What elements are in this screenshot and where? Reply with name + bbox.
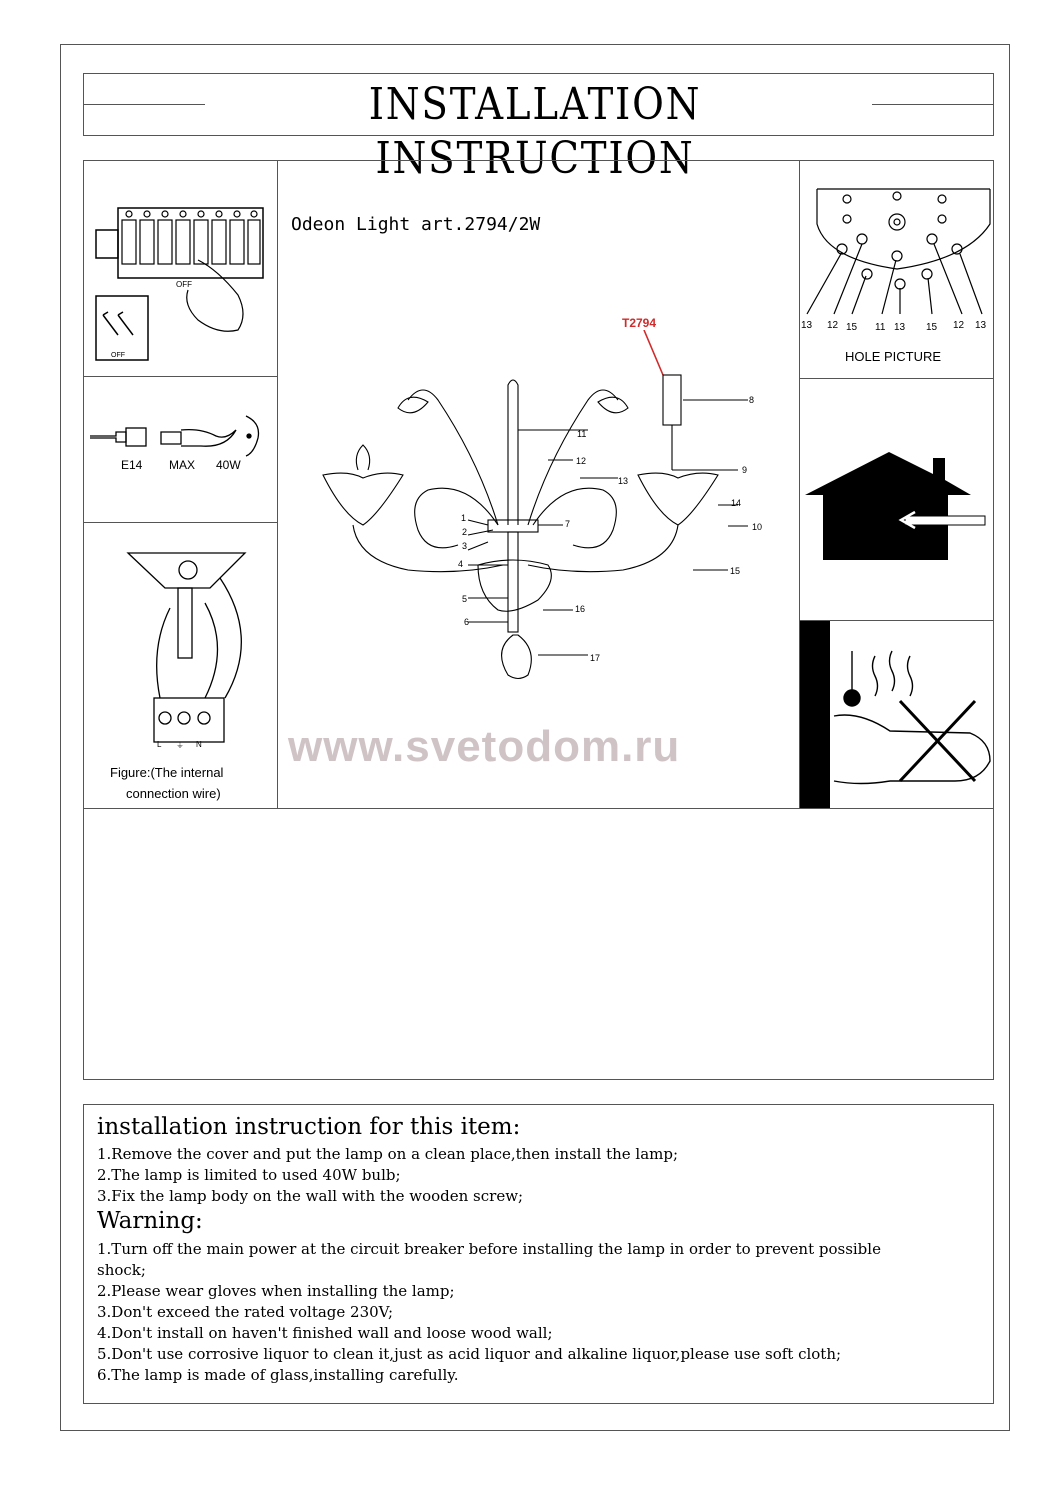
warning-line-5: 4.Don't install on haven't finished wall and loose wood wall; [97, 1324, 553, 1342]
terminal-l: L [157, 740, 162, 749]
hole-picture-diagram [802, 184, 992, 319]
code-callout: T2794 [622, 316, 657, 330]
warning-line-2: shock; [97, 1261, 146, 1279]
part-9: 9 [742, 465, 748, 475]
part-3: 3 [462, 541, 468, 551]
part-7: 7 [565, 519, 571, 529]
part-11: 11 [577, 429, 587, 439]
instruction-step-2: 2.The lamp is limited to used 40W bulb; [97, 1166, 401, 1184]
title-rule-left [83, 104, 205, 105]
warning-line-6: 5.Don't use corrosive liquor to clean it,just as acid liquor and alkaline liquor,please use soft cloth; [97, 1345, 842, 1363]
hole-num-6: 15 [926, 322, 938, 333]
instruction-step-1: 1.Remove the cover and put the lamp on a clean place,then install the lamp; [97, 1145, 679, 1163]
warning-line-4: 3.Don't exceed the rated voltage 230V; [97, 1303, 394, 1321]
part-12: 12 [576, 456, 587, 466]
wiring-caption-line1: Figure:(The internal [110, 765, 224, 780]
watermark: www.svetodom.ru [288, 722, 681, 771]
part-2: 2 [462, 527, 468, 537]
divider-bottom [83, 808, 994, 809]
warning-line-7: 6.The lamp is made of glass,installing carefully. [97, 1366, 459, 1384]
divider-left-1 [83, 376, 277, 377]
hole-num-7: 12 [953, 320, 965, 331]
hole-num-5: 13 [894, 322, 906, 333]
instruction-step-3: 3.Fix the lamp body on the wall with the wooden screw; [97, 1187, 524, 1205]
hole-picture-label: HOLE PICTURE [845, 349, 942, 364]
part-10: 10 [752, 522, 763, 532]
part-8: 8 [749, 395, 755, 405]
part-6: 6 [464, 617, 470, 627]
part-1: 1 [461, 513, 467, 523]
lamp-drawing [318, 330, 768, 680]
warning-line-1: 1.Turn off the main power at the circuit breaker before installing the lamp in order to prevent possible [97, 1240, 881, 1258]
bulb-watt: 40W [216, 458, 241, 472]
divider-left-2 [83, 522, 277, 523]
bulb-icon [86, 408, 276, 458]
part-16: 16 [575, 604, 586, 614]
hole-num-3: 15 [846, 322, 858, 333]
switch-off-label: OFF [111, 352, 125, 359]
part-15: 15 [730, 566, 741, 576]
part-4: 4 [458, 559, 464, 569]
indoor-house-icon [803, 450, 993, 565]
part-17: 17 [590, 653, 601, 663]
hole-num-2: 12 [827, 320, 839, 331]
title-rule-right [872, 104, 994, 105]
terminal-n: N [196, 740, 202, 749]
warning-heading: Warning: [97, 1208, 203, 1234]
wiring-diagram [120, 548, 270, 753]
part-14: 14 [731, 498, 742, 508]
warning-line-3: 2.Please wear gloves when installing the lamp; [97, 1282, 455, 1300]
page-title: INSTALLATION INSTRUCTION [368, 79, 702, 184]
bulb-socket: E14 [121, 458, 143, 472]
product-name: Odeon Light art.2794/2W [291, 214, 541, 235]
part-5: 5 [462, 594, 468, 604]
no-heat-touch-icon [800, 621, 994, 808]
bulb-max: MAX [169, 458, 196, 472]
breaker-off-label: OFF [176, 280, 192, 289]
terminal-ground: ⏚ [176, 741, 184, 750]
part-13: 13 [618, 476, 629, 486]
wiring-caption-line2: connection wire) [126, 786, 221, 801]
hole-num-1: 13 [801, 320, 813, 331]
instructions-heading: installation instruction for this item: [97, 1114, 521, 1140]
hole-num-4: 11 [875, 322, 886, 333]
hole-num-8: 13 [975, 320, 987, 331]
divider-right-1 [799, 378, 994, 379]
divider-left [277, 160, 278, 808]
